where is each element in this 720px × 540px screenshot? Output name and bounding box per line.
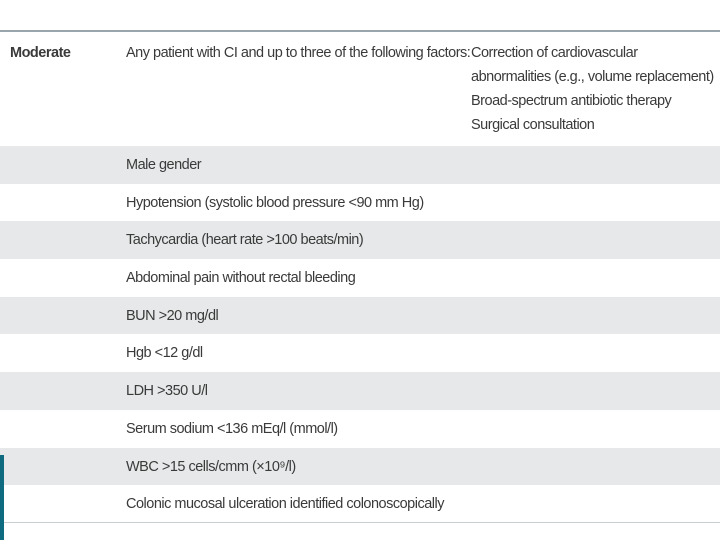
factor-row — [0, 146, 720, 184]
factor-row — [0, 372, 720, 410]
factor-text: WBC >15 cells/cmm (×10⁹/l) — [0, 448, 720, 486]
factor-row — [0, 448, 720, 486]
factor-text: LDH >350 U/l — [0, 372, 720, 410]
slide-accent-bar — [0, 455, 4, 540]
factor-text: Hgb <12 g/dl — [0, 334, 720, 372]
factor-row — [0, 410, 720, 448]
management-line: Surgical consultation — [471, 117, 595, 133]
factor-text: Male gender — [0, 146, 720, 184]
factor-row — [0, 485, 720, 523]
severity-criteria-table — [0, 32, 720, 523]
management-line: Correction of cardiovascular — [471, 45, 638, 61]
factor-text: Abdominal pain without rectal bleeding — [0, 259, 720, 297]
factor-text: Hypotension (systolic blood pressure <90 mm Hg) — [0, 184, 720, 222]
factor-row — [0, 184, 720, 222]
factor-text: BUN >20 mg/dl — [0, 297, 720, 335]
management-line: Broad-spectrum antibiotic therapy — [471, 93, 672, 109]
management-line: abnormalities (e.g., volume replacement) — [471, 69, 714, 85]
severity-label: Moderate — [0, 32, 126, 146]
factor-row — [0, 259, 720, 297]
factor-text: Tachycardia (heart rate >100 beats/min) — [0, 221, 720, 259]
factor-text: Colonic mucosal ulceration identified colonoscopically — [0, 485, 720, 523]
factor-text: Serum sodium <136 mEq/l (mmol/l) — [0, 410, 720, 448]
management-cell — [471, 32, 720, 146]
factor-row — [0, 297, 720, 335]
factor-row — [0, 221, 720, 259]
table-row — [0, 32, 720, 146]
factor-row — [0, 334, 720, 372]
criteria-heading: Any patient with CI and up to three of the following factors: — [126, 32, 471, 146]
